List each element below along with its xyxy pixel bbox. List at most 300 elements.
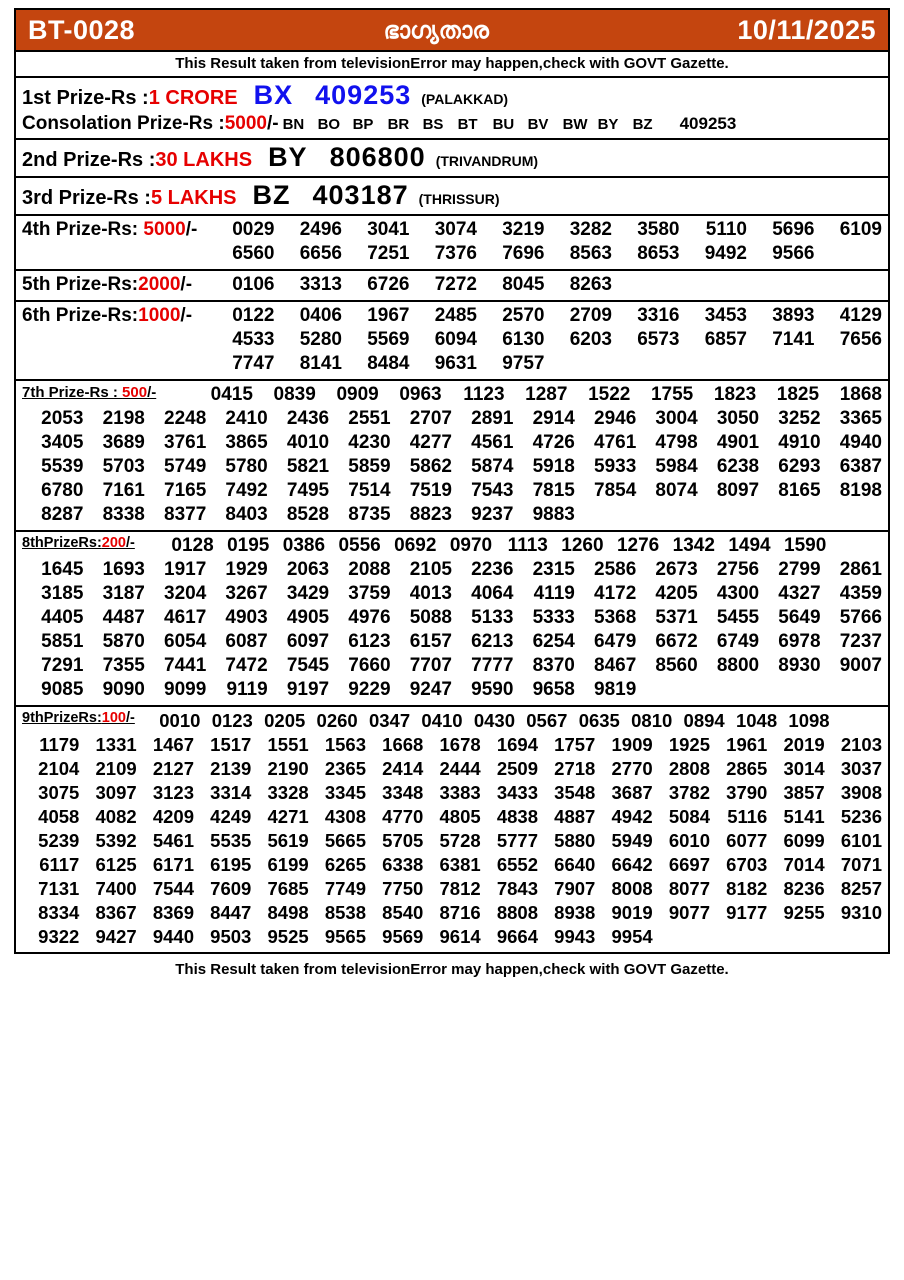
prize-number: 4205: [655, 583, 698, 604]
prize-number: 7514: [348, 480, 391, 501]
prize-number: 6097: [286, 631, 330, 652]
prize-number: 5088: [409, 607, 452, 628]
prize-number: 9565: [324, 926, 366, 947]
prize-number: 3314: [210, 782, 252, 803]
prize-number: 9590: [471, 679, 514, 700]
first-prize-number: 409253: [315, 80, 412, 110]
prize-number: 1868: [839, 384, 882, 405]
prize-number: 4770: [382, 806, 424, 827]
draw-code: BT-0028: [28, 14, 136, 45]
prize-number: 2586: [594, 559, 637, 580]
lottery-name-malayalam: ഭാഗ്യതാര: [383, 16, 489, 43]
prize-number: 3050: [716, 408, 760, 429]
prize-number: 4761: [594, 432, 637, 453]
prize-number: 5859: [348, 456, 391, 477]
prize-number: 1929: [225, 559, 268, 580]
prize-number: 7545: [286, 655, 330, 676]
prize-number: 3580: [637, 219, 680, 240]
prize-number: 8077: [668, 878, 710, 899]
fourth-prize-label-text: 4th Prize-Rs:: [22, 219, 144, 240]
prize-number: 3004: [655, 408, 698, 429]
consolation-series-item: BY: [597, 116, 619, 133]
prize-number: 6552: [496, 854, 538, 875]
prize-number: 9007: [839, 655, 882, 676]
prize-number: 7492: [225, 480, 268, 501]
prize-number: 7141: [772, 329, 815, 350]
prize-number: 7656: [839, 329, 882, 350]
prize-number: 6381: [439, 854, 481, 875]
prize-number: 7609: [210, 878, 252, 899]
prize-number: 3014: [783, 758, 825, 779]
prize-number: 1823: [713, 384, 757, 405]
prize-number: 4903: [225, 607, 268, 628]
prize-number: 4940: [839, 432, 882, 453]
prize-number: 5728: [439, 830, 481, 851]
prize-number: 0430: [473, 710, 515, 731]
prize-number: 8074: [655, 480, 698, 501]
sixth-prize-label-text: 6th Prize-Rs:: [22, 305, 139, 326]
second-prize-place: (TRIVANDRUM): [435, 153, 539, 169]
prize-number: 7707: [409, 655, 452, 676]
prize-number: 6780: [41, 480, 84, 501]
prize-number: 2436: [286, 408, 330, 429]
fourth-prize-grid: [22, 218, 882, 266]
prize-number: 2709: [569, 305, 612, 326]
prize-number: 6387: [839, 456, 882, 477]
second-prize-number: 806800: [329, 142, 426, 172]
prize-number: 0195: [227, 535, 270, 556]
prize-number: 5461: [152, 830, 194, 851]
prize-number: 2019: [783, 734, 825, 755]
prize-number: 3383: [439, 782, 481, 803]
prize-number: 6697: [668, 854, 710, 875]
prize-number: 4300: [716, 583, 760, 604]
prize-number: 5539: [41, 456, 84, 477]
prize-number: 5821: [286, 456, 330, 477]
prize-number: 0970: [449, 535, 493, 556]
prize-number: 4798: [655, 432, 698, 453]
second-prize-amount: 30 LAKHS: [155, 149, 253, 171]
prize-number: 5777: [496, 830, 538, 851]
third-prize-amount: 5 LAKHS: [150, 187, 237, 209]
prize-number: 6672: [655, 631, 698, 652]
consolation-series-item: BZ: [632, 116, 653, 133]
prize-number: 4405: [41, 607, 84, 628]
ninth-prize-label-text: 9thPrizeRs:: [22, 710, 102, 726]
consolation-prize-row: [22, 113, 882, 135]
prize-number: 8800: [716, 655, 760, 676]
prize-number: 6640: [554, 854, 596, 875]
prize-number: 2410: [225, 408, 268, 429]
prize-number: 3433: [496, 782, 538, 803]
prize-number: 5569: [367, 329, 410, 350]
fifth-prize-label: [22, 273, 207, 297]
prize-number: 1276: [616, 535, 660, 556]
prize-number: 8257: [840, 878, 882, 899]
prize-number: 8538: [324, 902, 366, 923]
prize-number: 0260: [316, 710, 358, 731]
third-prize-row: [22, 180, 882, 211]
prize-number: 7843: [496, 878, 538, 899]
fifth-prize-slash: /-: [180, 274, 193, 295]
prize-number: 8008: [611, 878, 653, 899]
prize-number: 0010: [159, 710, 201, 731]
prize-number: 9440: [152, 926, 194, 947]
prize-number: 7376: [434, 243, 477, 264]
prize-number: 6123: [348, 631, 391, 652]
prize-number: 0406: [299, 305, 342, 326]
consolation-label: Consolation Prize-Rs :: [22, 113, 225, 134]
prize-number: 3204: [164, 583, 207, 604]
consolation-series-list: [283, 116, 668, 133]
prize-number: 8370: [532, 655, 575, 676]
prize-number: 9099: [164, 679, 207, 700]
prize-number: 3548: [554, 782, 596, 803]
prize-number: 4533: [232, 329, 275, 350]
prize-number: 5333: [532, 607, 575, 628]
prize-number: 2109: [95, 758, 137, 779]
prize-number: 1917: [164, 559, 207, 580]
prize-number: 9566: [772, 243, 815, 264]
prize-number: 9077: [668, 902, 710, 923]
prize-number: 6199: [267, 854, 309, 875]
prize-number: 2444: [439, 758, 481, 779]
second-prize-row: [22, 142, 882, 173]
prize-number: 7165: [164, 480, 207, 501]
prize-number: 4013: [409, 583, 452, 604]
prize-number: 7131: [38, 878, 80, 899]
fifth-prize-block: [16, 271, 888, 302]
prize-number: 7251: [367, 243, 410, 264]
prize-number: 5984: [655, 456, 698, 477]
prize-number: 0122: [232, 305, 275, 326]
disclaimer-top: This Result taken from televisionError may happen,check with GOVT Gazette.: [14, 52, 890, 78]
prize-number: 5933: [594, 456, 637, 477]
prize-number: 8938: [554, 902, 596, 923]
seventh-prize-label: [22, 383, 190, 407]
prize-number: 1123: [463, 384, 505, 405]
prize-number: 4209: [152, 806, 194, 827]
first-prize-block: [16, 78, 888, 140]
eighth-prize-head-grid: [22, 534, 882, 558]
prize-number: 0106: [232, 274, 275, 295]
prize-number: 6125: [95, 854, 137, 875]
prize-number: 7237: [839, 631, 882, 652]
eighth-prize-slash: /-: [125, 535, 135, 551]
prize-number: 5371: [655, 607, 698, 628]
prize-number: 9883: [532, 504, 575, 525]
prize-number: 2865: [726, 758, 768, 779]
seventh-prize-block: [16, 381, 888, 532]
prize-number: 6265: [324, 854, 366, 875]
prize-number: 4119: [533, 583, 575, 604]
consolation-amount: 5000: [224, 113, 267, 134]
prize-number: 7544: [152, 878, 194, 899]
prize-number: 6054: [164, 631, 207, 652]
prize-number: 2365: [324, 758, 366, 779]
prize-number: 8467: [594, 655, 637, 676]
prize-number: 5535: [210, 830, 252, 851]
prize-number: 4359: [839, 583, 882, 604]
prize-number: 9492: [704, 243, 747, 264]
seventh-prize-label-text: 7th Prize-Rs :: [22, 384, 123, 401]
prize-number: 0556: [338, 535, 381, 556]
eighth-prize-label: [22, 534, 158, 558]
prize-number: 9310: [840, 902, 882, 923]
prize-number: 3185: [41, 583, 84, 604]
consolation-number: 409253: [679, 114, 737, 133]
prize-number: 2770: [611, 758, 653, 779]
prize-number: 5665: [324, 830, 366, 851]
prize-number: 0415: [210, 384, 253, 405]
consolation-slash: /-: [266, 113, 279, 134]
prize-number: 5780: [225, 456, 268, 477]
seventh-prize-amount: 500: [122, 384, 148, 401]
prize-number: 2570: [502, 305, 545, 326]
first-prize-series: BX: [253, 80, 294, 110]
prize-number: 4905: [286, 607, 330, 628]
third-prize-block: [16, 178, 888, 216]
prize-number: 9085: [41, 679, 84, 700]
prize-number: 0386: [282, 535, 326, 556]
prize-number: 7750: [382, 878, 424, 899]
prize-number: 7472: [225, 655, 268, 676]
prize-number: 2861: [839, 559, 882, 580]
prize-number: 2127: [152, 758, 194, 779]
prize-number: 0410: [421, 710, 463, 731]
prize-number: 5619: [267, 830, 309, 851]
prize-number: 5870: [102, 631, 145, 652]
prize-number: 8823: [409, 504, 452, 525]
prize-number: 0810: [631, 710, 673, 731]
third-prize-series: BZ: [252, 180, 291, 210]
prize-number: 8369: [152, 902, 194, 923]
first-prize-label: 1st Prize-Rs :: [22, 87, 149, 109]
prize-number: 6101: [840, 830, 882, 851]
prize-number: 1287: [525, 384, 568, 405]
prize-number: 1179: [39, 734, 80, 755]
prize-number: 6479: [594, 631, 637, 652]
prize-number: 5239: [38, 830, 80, 851]
prize-number: 0029: [232, 219, 275, 240]
prize-number: 3348: [382, 782, 424, 803]
prize-number: 4271: [267, 806, 309, 827]
prize-number: 4277: [409, 432, 452, 453]
consolation-series-item: BV: [527, 116, 549, 133]
prize-number: 4010: [286, 432, 330, 453]
prize-number: 3074: [434, 219, 477, 240]
prize-number: 4838: [496, 806, 538, 827]
prize-number: 6978: [778, 631, 821, 652]
prize-number: 9954: [611, 926, 653, 947]
prize-number: 6857: [704, 329, 747, 350]
prize-number: 9255: [783, 902, 825, 923]
sixth-prize-label: [22, 304, 207, 328]
prize-number: 3865: [225, 432, 268, 453]
prize-number: 5455: [716, 607, 760, 628]
prize-number: 3687: [611, 782, 653, 803]
prize-number: 8334: [38, 902, 80, 923]
prize-number: 1113: [507, 535, 548, 556]
prize-number: 6094: [434, 329, 477, 350]
ninth-prize-head-grid: [22, 709, 882, 733]
prize-number: 1467: [152, 734, 194, 755]
second-prize-series: BY: [268, 142, 308, 172]
prize-number: 5862: [409, 456, 452, 477]
prize-number: 1590: [784, 535, 827, 556]
prize-number: 5368: [594, 607, 637, 628]
prize-number: 3893: [772, 305, 815, 326]
prize-number: 4064: [471, 583, 514, 604]
prize-number: 6238: [716, 456, 760, 477]
prize-number: 1961: [726, 734, 768, 755]
prize-number: 1331: [95, 734, 137, 755]
consolation-series-item: BN: [282, 116, 305, 133]
prize-number: 4230: [348, 432, 391, 453]
prize-number: 0205: [264, 710, 306, 731]
prize-number: 6642: [611, 854, 653, 875]
sixth-prize-slash: /-: [180, 305, 193, 326]
prize-number: 2088: [348, 559, 391, 580]
prize-number: 8182: [726, 878, 768, 899]
prize-number: 2198: [102, 408, 145, 429]
fifth-prize-label-text: 5th Prize-Rs:: [22, 274, 139, 295]
prize-number: 7291: [41, 655, 84, 676]
prize-number: 8498: [267, 902, 309, 923]
third-prize-place: (THRISSUR): [418, 191, 500, 207]
prize-number: 1494: [728, 535, 771, 556]
prize-number: 8930: [778, 655, 821, 676]
prize-number: 4910: [778, 432, 821, 453]
prize-number: 9757: [502, 353, 545, 374]
fourth-prize-block: [16, 216, 888, 271]
prize-number: 6726: [367, 274, 410, 295]
prize-number: 1693: [102, 559, 145, 580]
fourth-prize-slash: /-: [185, 219, 198, 240]
prize-number: 9322: [38, 926, 80, 947]
ninth-prize-label: [22, 709, 148, 733]
prize-number: 0839: [273, 384, 316, 405]
prize-number: 5392: [95, 830, 137, 851]
prize-number: 0692: [394, 535, 437, 556]
prize-number: 1668: [382, 734, 424, 755]
prize-number: 8263: [569, 274, 612, 295]
prize-number: 4561: [471, 432, 514, 453]
prize-number: 3037: [840, 758, 882, 779]
prize-number: 1563: [324, 734, 366, 755]
consolation-series-item: BO: [317, 116, 341, 133]
prize-number: 9614: [439, 926, 481, 947]
seventh-prize-slash: /-: [147, 384, 157, 401]
prize-number: 8097: [716, 480, 760, 501]
prize-number: 6130: [502, 329, 545, 350]
prize-number: 6703: [726, 854, 768, 875]
prize-number: 9819: [594, 679, 637, 700]
prize-number: 5084: [668, 806, 710, 827]
prize-number: 3782: [668, 782, 710, 803]
prize-number: 8528: [286, 504, 330, 525]
consolation-series-item: BT: [457, 116, 478, 133]
prize-number: 2891: [471, 408, 514, 429]
prize-number: 9177: [726, 902, 768, 923]
prize-number: 2673: [655, 559, 698, 580]
prize-number: 2808: [668, 758, 710, 779]
prize-number: 5696: [772, 219, 815, 240]
prize-number: 7355: [102, 655, 145, 676]
consolation-series-item: BU: [492, 116, 515, 133]
fifth-prize-amount: 2000: [138, 274, 181, 295]
prize-number: 3345: [324, 782, 366, 803]
prize-number: 5133: [471, 607, 514, 628]
prize-number: 8287: [41, 504, 84, 525]
consolation-series-item: BS: [422, 116, 444, 133]
prize-number: 4887: [554, 806, 596, 827]
prize-number: 2509: [496, 758, 538, 779]
prize-number: 4942: [611, 806, 653, 827]
prize-number: 1925: [668, 734, 710, 755]
prize-number: 2485: [434, 305, 477, 326]
prize-number: 7907: [554, 878, 596, 899]
third-prize-number: 403187: [312, 180, 409, 210]
prize-number: 2103: [840, 734, 882, 755]
prize-number: 5236: [840, 806, 882, 827]
prize-number: 5949: [611, 830, 653, 851]
first-prize-amount: 1 CRORE: [148, 87, 238, 109]
prize-number: 1757: [554, 734, 596, 755]
prize-number: 1342: [672, 535, 715, 556]
prize-number: 2756: [716, 559, 760, 580]
prize-number: 7815: [532, 480, 575, 501]
consolation-series-item: BW: [562, 116, 588, 133]
consolation-series-item: BR: [387, 116, 410, 133]
prize-number: 1755: [650, 384, 694, 405]
prize-number: 6560: [232, 243, 275, 264]
prize-number: 9019: [611, 902, 653, 923]
prize-number: 8198: [839, 480, 882, 501]
prize-number: 2946: [594, 408, 637, 429]
prize-number: 8236: [783, 878, 825, 899]
prize-number: 4617: [164, 607, 207, 628]
eighth-prize-amount: 200: [101, 535, 126, 551]
prize-number: 7812: [439, 878, 481, 899]
prize-number: 6109: [839, 219, 882, 240]
prize-number: 4172: [594, 583, 637, 604]
prize-number: 3790: [726, 782, 768, 803]
prize-number: 3429: [286, 583, 330, 604]
prize-number: 7696: [502, 243, 545, 264]
eighth-prize-body-grid: [22, 558, 882, 702]
prize-number: 3689: [102, 432, 145, 453]
prize-number: 5874: [471, 456, 514, 477]
prize-number: 8377: [164, 504, 207, 525]
prize-number: 5141: [783, 806, 825, 827]
prize-number: 1098: [788, 710, 830, 731]
prize-number: 3267: [225, 583, 268, 604]
prize-number: 3453: [704, 305, 747, 326]
prize-number: 4058: [38, 806, 80, 827]
prize-number: 2551: [348, 408, 391, 429]
prize-number: 3365: [839, 408, 882, 429]
prize-number: 6099: [783, 830, 825, 851]
prize-number: 7685: [267, 878, 309, 899]
prize-number: 8716: [439, 902, 481, 923]
prize-number: 0123: [211, 710, 253, 731]
prize-number: 0635: [578, 710, 620, 731]
prize-number: 6338: [382, 854, 424, 875]
prize-number: 4726: [532, 432, 575, 453]
prize-number: 3908: [840, 782, 882, 803]
prize-number: 7161: [102, 480, 145, 501]
